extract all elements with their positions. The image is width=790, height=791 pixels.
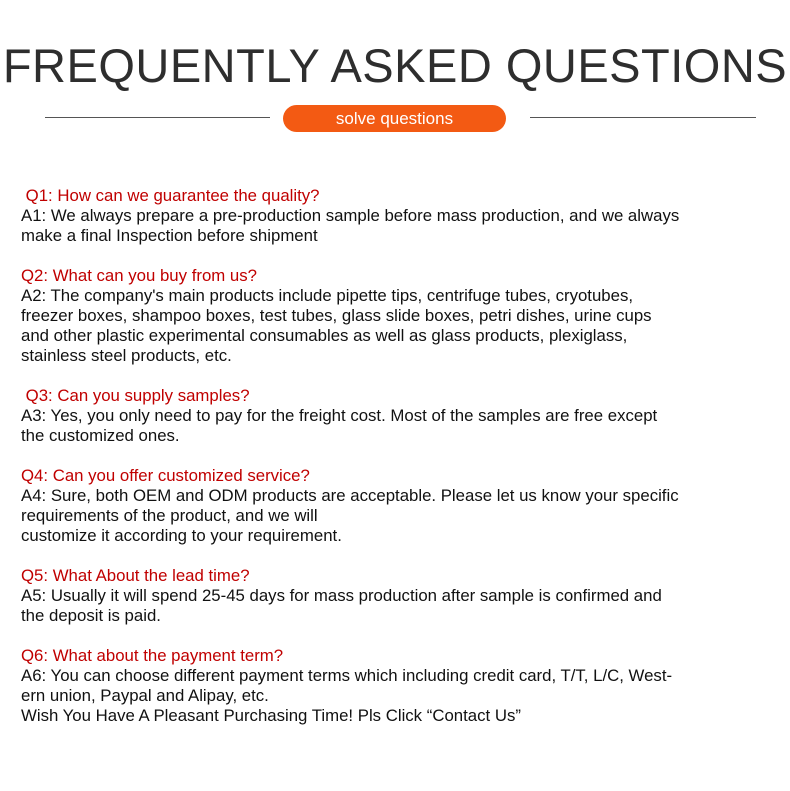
- faq-list: [21, 186, 771, 726]
- faq-answer-line: the deposit is paid.: [21, 606, 161, 625]
- faq-item-2: [21, 266, 771, 366]
- faq-answer-line: stainless steel products, etc.: [21, 346, 232, 365]
- faq-question: Q5: What About the lead time?: [21, 566, 250, 585]
- faq-answer-line: A4: Sure, both OEM and ODM products are acceptable. Please let us know your specific: [21, 486, 679, 505]
- faq-question: Q1: How can we guarantee the quality?: [21, 186, 320, 205]
- page-title: FREQUENTLY ASKED QUESTIONS: [2, 39, 788, 92]
- faq-answer-line: customize it according to your requirement.: [21, 526, 342, 545]
- faq-answer-line: A1: We always prepare a pre-production sample before mass production, and we always: [21, 206, 680, 225]
- faq-question: Q3: Can you supply samples?: [21, 386, 250, 405]
- contact-us-line: Wish You Have A Pleasant Purchasing Time! Pls Click “Contact Us”: [21, 706, 521, 725]
- faq-item-6: [21, 646, 771, 726]
- title-divider-left: [45, 117, 270, 118]
- faq-answer-line: A3: Yes, you only need to pay for the freight cost. Most of the samples are free except: [21, 406, 658, 425]
- faq-answer-line: A5: Usually it will spend 25-45 days for mass production after sample is confirmed and: [21, 586, 662, 605]
- faq-answer-line: A2: The company's main products include pipette tips, centrifuge tubes, cryotubes,: [21, 286, 634, 305]
- title-divider-right: [530, 117, 756, 118]
- faq-answer-line: make a final Inspection before shipment: [21, 226, 318, 245]
- faq-item-3: [21, 386, 771, 446]
- faq-answer-line: requirements of the product, and we will: [21, 506, 318, 525]
- faq-item-1: [21, 186, 771, 246]
- faq-question: Q4: Can you offer customized service?: [21, 466, 310, 485]
- faq-answer-line: freezer boxes, shampoo boxes, test tubes, glass slide boxes, petri dishes, urine cups: [21, 306, 652, 325]
- faq-answer-line: the customized ones.: [21, 426, 180, 445]
- faq-answer-line: ern union, Paypal and Alipay, etc.: [21, 686, 269, 705]
- faq-question: Q6: What about the payment term?: [21, 646, 284, 665]
- faq-answer-line: A6: You can choose different payment terms which including credit card, T/T, L/C, West-: [21, 666, 673, 685]
- faq-question: Q2: What can you buy from us?: [21, 266, 257, 285]
- faq-item-4: [21, 466, 771, 546]
- faq-answer-line: and other plastic experimental consumables as well as glass products, plexiglass,: [21, 326, 628, 345]
- faq-item-5: [21, 566, 771, 626]
- solve-questions-badge: solve questions: [283, 105, 506, 132]
